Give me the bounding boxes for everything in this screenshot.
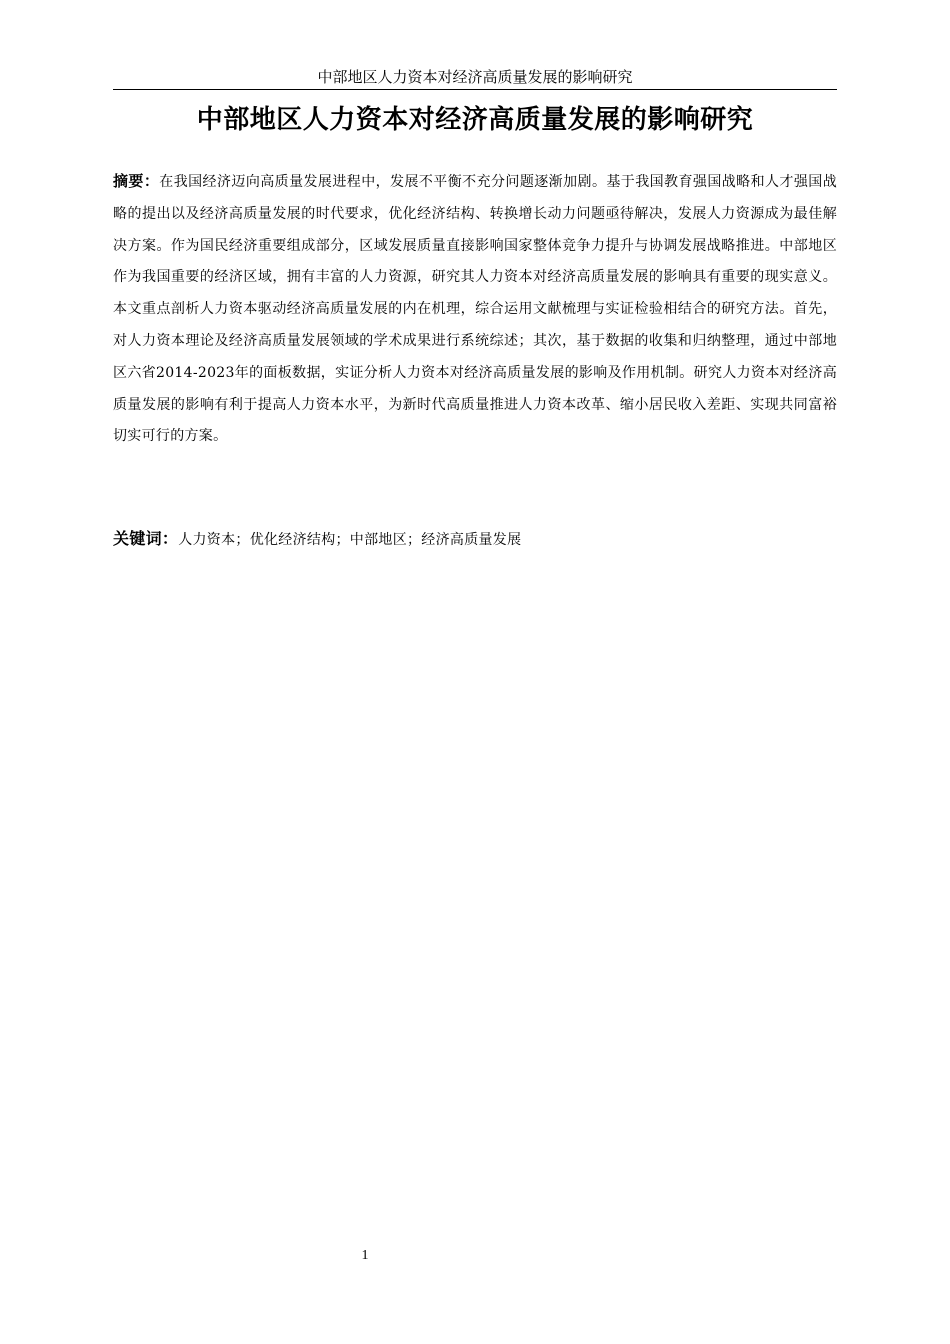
keywords-text: 人力资本；优化经济结构；中部地区；经济高质量发展 — [178, 532, 522, 548]
document-title: 中部地区人力资本对经济高质量发展的影响研究 — [196, 105, 754, 135]
header-divider — [113, 89, 837, 90]
abstract-text: 在我国经济迈向高质量发展进程中，发展不平衡不充分问题逐渐加剧。基于我国教育强国战略和人才强国战略的提出以及经济高质量发展的时代要求，优化经济结构、转换增长动力问题亟待解决，发展人力资源成为最佳解决方案。作为国民经济重要组成部分，区域发展质量直接影响国家整体竞争力提升与协调发展战略推进。中部地区作为我国重要的经济区域，拥有丰富的人力资源，研究其人力资本对经济高质量发展的影响具有重要的现实意义。本文重点剖析人力资本驱动经济高质量发展的内在机理，综合运用文献梳理与实证检验相结合的研究方法。首先，对人力资本理论及经济高质量发展领域的学术成果进行系统综述；其次，基于数据的收集和归纳整理，通过中部地区六省2014-2023年的面板数据，实证分析人力资本对经济高质量发展的影响及作用机制。研究人力资本对经济高质量发展的影响有利于提高人力资本水平，为新时代高质量推进人力资本改革、缩小居民收入差距、实现共同富裕切实可行的方案。 — [113, 174, 837, 445]
abstract-paragraph — [113, 166, 837, 453]
running-header: 中部地区人力资本对经济高质量发展的影响研究 — [317, 70, 633, 86]
keywords-label: 关键词： — [113, 529, 179, 548]
abstract-label: 摘要： — [113, 172, 160, 190]
page-number: 1 — [361, 1248, 369, 1263]
keywords-paragraph — [113, 524, 837, 555]
